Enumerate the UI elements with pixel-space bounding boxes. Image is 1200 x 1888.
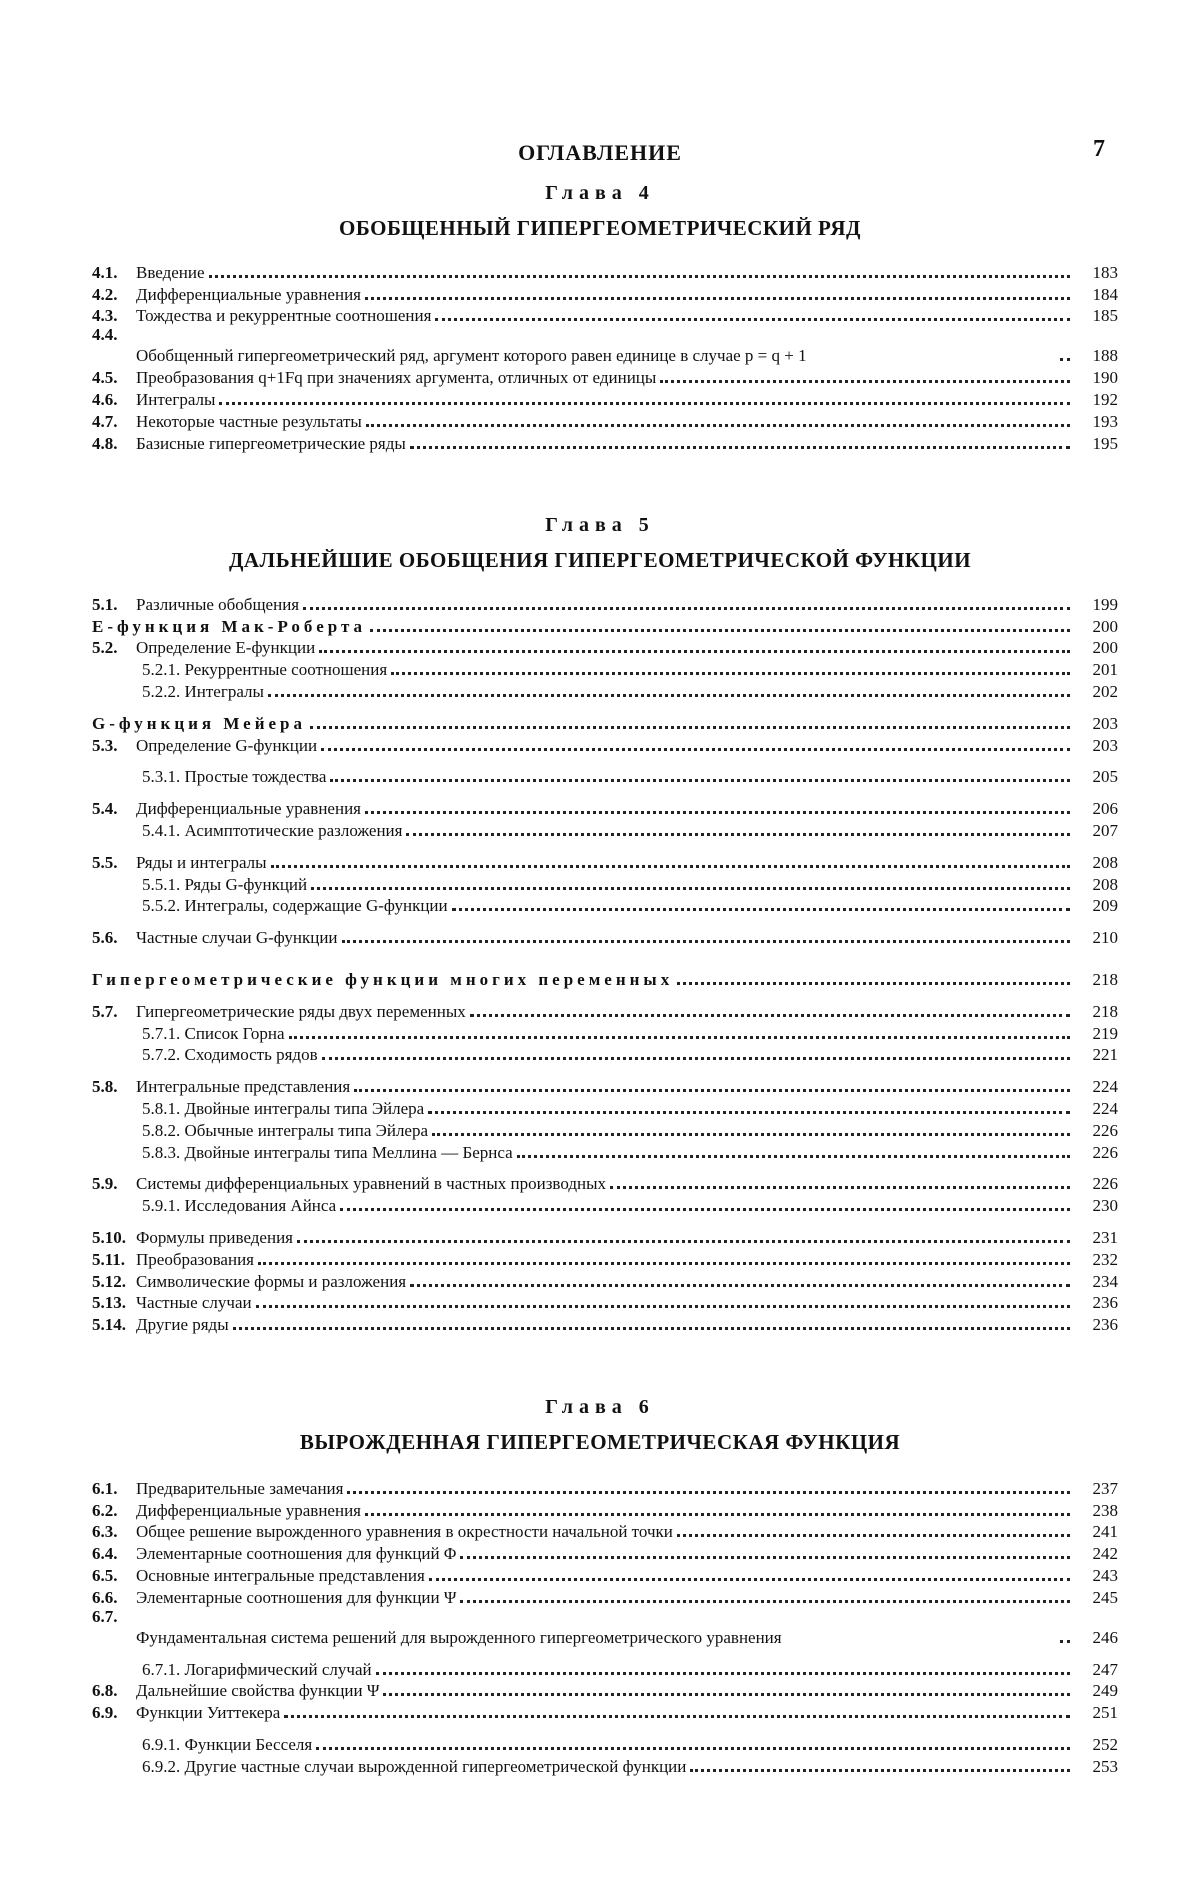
chapter-title: ВЫРОЖДЕННАЯ ГИПЕРГЕОМЕТРИЧЕСКАЯ ФУНКЦИЯ [299,1430,901,1454]
dot-leader [410,446,1070,449]
entry-number: 5.5. [92,852,118,872]
dot-leader [256,1305,1070,1308]
entry-title: 6.9.2. Другие частные случаи вырожденной гипергеометрической функции [142,1756,687,1776]
entry-title: Элементарные соотношения для функций Φ [136,1544,457,1564]
entry-page: 253 [1092,1756,1118,1776]
entry-page: 242 [1092,1544,1118,1564]
entry-number: 5.14. [92,1315,126,1335]
entry-number: 6.5. [92,1565,118,1585]
entry-page: 249 [1092,1681,1118,1701]
entry-title: 5.8.1. Двойные интегралы типа Эйлера [142,1098,425,1118]
toc-subentry[interactable] [0,657,1200,679]
entry-number: 4.2. [92,284,118,304]
entry-title: Системы дифференциальных уравнений в частных производных [136,1174,607,1194]
entry-number: 5.6. [92,928,118,948]
toc-entry[interactable] [0,592,1200,614]
entry-page: 200 [1092,616,1118,636]
entry-title: Дифференциальные уравнения [136,284,361,304]
entry-page: 210 [1092,928,1118,948]
dot-leader [406,833,1070,836]
entry-page: 226 [1092,1120,1118,1140]
entry-page: 192 [1092,389,1118,409]
dot-leader [347,1491,1070,1494]
toc-entry[interactable] [0,409,1200,431]
entry-page: 208 [1092,874,1118,894]
entry-page: 226 [1092,1142,1118,1162]
entry-title: 6.7.1. Логарифмический случай [142,1659,372,1679]
entry-title: Предварительные замечания [136,1478,344,1498]
toc-entry[interactable] [0,1476,1200,1498]
entry-title: Общее решение вырожденного уравнения в окрестности начальной точки [136,1522,673,1542]
entry-number: 5.12. [92,1271,126,1291]
entry-number: 4.8. [92,433,118,453]
entry-number: 4.1. [92,262,118,282]
entry-title: Частные случаи [136,1293,252,1313]
entry-title: Преобразования [136,1249,254,1269]
toc-entry[interactable] [0,1312,1200,1334]
toc-subentry[interactable] [0,1140,1200,1162]
entry-number: 5.8. [92,1077,118,1097]
toc-entry[interactable] [0,733,1200,755]
entry-number: 5.3. [92,735,118,755]
entry-number: 5.9. [92,1174,118,1194]
entry-page: 234 [1092,1271,1118,1291]
toc-subentry[interactable] [0,1193,1200,1215]
entry-page: 231 [1092,1227,1118,1247]
entry-page: 226 [1092,1174,1118,1194]
dot-leader [610,1186,1070,1189]
chapter-4 [0,178,1200,453]
toc-entry[interactable] [0,1291,1200,1313]
entry-number: 5.4. [92,799,118,819]
entry-page: 221 [1092,1045,1118,1065]
entry-page: 184 [1092,284,1118,304]
entry-page: 208 [1092,852,1118,872]
entry-title: Гипергеометрические ряды двух переменных [136,1001,466,1021]
entry-title: Преобразования q+1Fq при значениях аргумента, отличных от единицы [136,368,657,388]
entry-number: 5.1. [92,594,118,614]
dot-leader [383,1693,1070,1696]
entry-page: 243 [1092,1565,1118,1585]
toc-entry[interactable] [0,850,1200,872]
entry-title: 5.9.1. Исследования Айнса [142,1196,337,1216]
dot-leader [316,1747,1070,1750]
toc-subentry[interactable] [0,1096,1200,1118]
chapter-title: ОБОБЩЕННЫЙ ГИПЕРГЕОМЕТРИЧЕСКИЙ РЯД [339,216,861,240]
entry-number: 4.6. [92,389,118,409]
toc-entry[interactable] [0,325,1200,365]
entry-page: 185 [1092,306,1118,326]
entry-page: 236 [1092,1315,1118,1335]
entry-title: 5.2.1. Рекуррентные соотношения [142,660,388,680]
entry-title: 5.7.1. Список Горна [142,1023,285,1043]
entry-page: 219 [1092,1023,1118,1043]
dot-leader [311,887,1070,890]
entry-number: 6.3. [92,1522,118,1542]
toc-entry[interactable] [0,796,1200,818]
toc-subentry[interactable] [0,1043,1200,1065]
dot-leader [271,865,1070,868]
entry-title: Элементарные соотношения для функции Ψ [136,1587,457,1607]
entry-page: 224 [1092,1077,1118,1097]
entry-title: Интегральные представления [136,1077,351,1097]
toc-subentry[interactable] [0,1657,1200,1679]
toc-entry[interactable] [0,1563,1200,1585]
dot-leader [340,1208,1070,1211]
entry-page: 241 [1092,1522,1118,1542]
toc-subentry[interactable] [0,765,1200,787]
toc-section-heading[interactable] [0,711,1200,733]
entry-page: 232 [1092,1249,1118,1269]
toc-entry[interactable] [0,1074,1200,1096]
entry-page: 245 [1092,1587,1118,1607]
toc-subentry[interactable] [0,1754,1200,1776]
entry-page: 206 [1092,799,1118,819]
dot-leader [470,1014,1070,1017]
entry-title: Различные обобщения [136,594,300,614]
dot-leader [330,779,1070,782]
entry-number: 5.11. [92,1249,126,1269]
toc-entry[interactable] [0,1520,1200,1542]
chapter-label: Глава 5 [545,514,655,536]
toc-entry[interactable] [0,1172,1200,1194]
chapter-title: ДАЛЬНЕЙШИЕ ОБОБЩЕНИЯ ГИПЕРГЕОМЕТРИЧЕСКОЙ ФУНКЦИИ [228,548,972,572]
dot-leader [1060,358,1070,361]
toc-entry[interactable] [0,431,1200,453]
dot-leader [365,1513,1070,1516]
entry-page: 247 [1092,1659,1118,1679]
entry-number: 5.7. [92,1001,118,1021]
entry-page: 183 [1092,262,1118,282]
toc-entry[interactable] [0,636,1200,658]
toc-entry[interactable] [0,1269,1200,1291]
entry-page: 224 [1092,1098,1118,1118]
toc-entry[interactable] [0,999,1200,1021]
entry-page: 199 [1092,594,1118,614]
entry-title: Определение G-функции [136,735,318,755]
entry-page: 203 [1092,735,1118,755]
entry-title: 5.7.2. Сходимость рядов [142,1045,318,1065]
toc-entry[interactable] [0,1700,1200,1722]
dot-leader [690,1769,1070,1772]
entry-page: 246 [1092,1627,1118,1647]
entry-number: 6.4. [92,1544,118,1564]
dot-leader [310,726,1070,729]
toc-entry[interactable] [0,925,1200,947]
entry-number: 6.8. [92,1681,118,1701]
entry-page: 200 [1092,638,1118,658]
dot-leader [342,940,1070,943]
entry-title: 6.9.1. Функции Бесселя [142,1734,313,1754]
dot-leader [432,1133,1070,1136]
toc-subentry[interactable] [0,1118,1200,1140]
dot-leader [303,607,1070,610]
dot-leader [677,1534,1070,1537]
entry-page: 201 [1092,660,1118,680]
entry-number: 5.13. [92,1293,126,1313]
toc-section-heading[interactable] [0,614,1200,636]
entry-title: 5.4.1. Асимптотические разложения [142,820,403,840]
entry-title: E-функция Мак-Роберта [92,616,367,636]
toc-entry[interactable] [0,1498,1200,1520]
chapter-5 [0,510,1200,1334]
toc-entry[interactable] [0,387,1200,409]
dot-leader [209,275,1070,278]
dot-leader [297,1240,1070,1243]
entry-title: Введение [136,262,205,282]
dot-leader [376,1672,1070,1675]
entry-number: 6.2. [92,1500,118,1520]
dot-leader [268,694,1070,697]
dot-leader [460,1600,1070,1603]
page-number: 7 [1093,136,1105,162]
entry-number: 4.3. [92,306,118,326]
toc-entry[interactable] [0,1679,1200,1701]
chapter-6 [0,1392,1200,1776]
entry-title: Функции Уиттекера [136,1703,281,1723]
dot-leader [370,629,1070,632]
toc-entries [0,592,1200,1334]
entry-title: Другие ряды [136,1315,229,1335]
chapter-label: Глава 6 [545,1396,655,1418]
entry-title: Фундаментальная система решений для вырожденного гипергеометрического уравнения [136,1627,782,1647]
entry-page: 203 [1092,713,1118,733]
entry-number: 6.9. [92,1703,118,1723]
toc-entry[interactable] [0,282,1200,304]
entry-title: 5.5.2. Интегралы, содержащие G-функции [142,896,448,916]
entry-number: 4.4. [92,325,118,345]
entry-page: 195 [1092,433,1118,453]
dot-leader [429,1578,1070,1581]
entry-title: Ряды и интегралы [136,852,267,872]
entry-title: Обобщенный гипергеометрический ряд, аргумент которого равен единице в случае p = q + 1 [136,346,807,366]
dot-leader [354,1089,1070,1092]
toc-entry[interactable] [0,260,1200,282]
entry-page: 252 [1092,1734,1118,1754]
entry-title: Формулы приведения [136,1227,293,1247]
dot-leader [452,908,1070,911]
dot-leader [365,811,1070,814]
toc-subentry[interactable] [0,1732,1200,1754]
dot-leader [660,380,1070,383]
entry-title: Дифференциальные уравнения [136,799,361,819]
toc-subentry[interactable] [0,1021,1200,1043]
entry-title: 5.3.1. Простые тождества [142,767,327,787]
dot-leader [219,402,1070,405]
dot-leader [284,1715,1070,1718]
entry-page: 209 [1092,896,1118,916]
dot-leader [322,1057,1070,1060]
toc-entry[interactable] [0,1225,1200,1247]
entry-title: Интегралы [136,389,216,409]
dot-leader [233,1327,1070,1330]
entry-title: 5.8.3. Двойные интегралы типа Меллина — Бернса [142,1142,513,1162]
entry-page: 218 [1092,969,1118,989]
dot-leader [366,424,1070,427]
toc-subentry[interactable] [0,872,1200,894]
dot-leader [428,1111,1070,1114]
entry-number: 4.7. [92,411,118,431]
entry-page: 188 [1092,346,1118,366]
dot-leader [258,1262,1070,1265]
entry-page: 202 [1092,681,1118,701]
entry-title: Тождества и рекуррентные соотношения [136,306,432,326]
toc-entries [0,260,1200,453]
dot-leader [677,982,1070,985]
entry-title: 5.8.2. Обычные интегралы типа Эйлера [142,1120,429,1140]
entry-number: 6.1. [92,1478,118,1498]
entry-title: 5.5.1. Ряды G-функций [142,874,308,894]
entry-page: 230 [1092,1196,1118,1216]
dot-leader [1060,1640,1070,1643]
entry-title: G-функция Мейера [92,713,307,733]
entry-page: 193 [1092,411,1118,431]
dot-leader [517,1155,1070,1158]
entry-number: 4.5. [92,368,118,388]
entry-number: 5.10. [92,1227,126,1247]
entry-page: 218 [1092,1001,1118,1021]
toc-entry[interactable] [0,365,1200,387]
toc-subentry[interactable] [0,679,1200,701]
entry-title: Базисные гипергеометрические ряды [136,433,406,453]
entry-title: Гипергеометрические функции многих переменных [92,969,674,989]
entry-title: Дифференциальные уравнения [136,1500,361,1520]
entry-page: 237 [1092,1478,1118,1498]
entry-number: 6.7. [92,1606,118,1626]
entry-page: 205 [1092,767,1118,787]
toc-entry[interactable] [0,1607,1200,1647]
toc-entry[interactable] [0,304,1200,326]
toc-entry[interactable] [0,1585,1200,1607]
dot-leader [391,672,1070,675]
entry-title: 5.2.2. Интегралы [142,681,264,701]
toc-subentry[interactable] [0,818,1200,840]
dot-leader [319,650,1070,653]
dot-leader [289,1036,1070,1039]
page-header-title: ОГЛАВЛЕНИЕ [518,140,682,165]
dot-leader [435,318,1070,321]
entry-title: Символические формы и разложения [136,1271,407,1291]
dot-leader [460,1556,1070,1559]
entry-page: 238 [1092,1500,1118,1520]
dot-leader [365,297,1070,300]
chapter-label: Глава 4 [545,182,655,204]
entry-title: Частные случаи G-функции [136,928,338,948]
entry-number: 6.6. [92,1587,118,1607]
toc-entry[interactable] [0,1541,1200,1563]
toc-section-heading[interactable] [0,967,1200,989]
entry-title: Дальнейшие свойства функции Ψ [136,1681,380,1701]
entry-page: 190 [1092,368,1118,388]
entry-page: 207 [1092,820,1118,840]
entry-title: Определение E-функции [136,638,316,658]
entry-number: 5.2. [92,638,118,658]
entry-title: Некоторые частные результаты [136,411,362,431]
dot-leader [321,748,1070,751]
toc-entry[interactable] [0,1247,1200,1269]
toc-subentry[interactable] [0,894,1200,916]
dot-leader [410,1284,1070,1287]
entry-page: 236 [1092,1293,1118,1313]
toc-entries [0,1476,1200,1776]
entry-title: Основные интегральные представления [136,1565,425,1585]
entry-page: 251 [1092,1703,1118,1723]
